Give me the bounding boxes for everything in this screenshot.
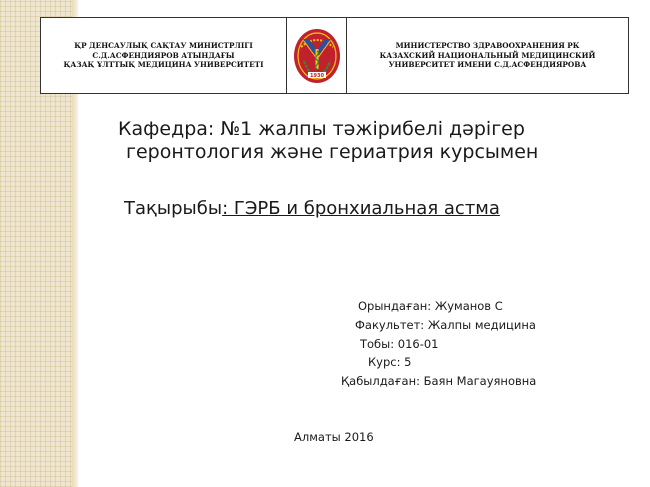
header-kazakh-cell (41, 18, 287, 94)
department-line-1: Кафедра: №1 жалпы тәжірибелі дәрігер (118, 118, 525, 140)
university-header-table (40, 17, 629, 94)
header-kazakh-line: С.Д.АСФЕНДИЯРОВ АТЫНДАҒЫ (92, 50, 235, 60)
group-text: Тобы: 016-01 (360, 337, 439, 351)
header-kazakh-line: ҚАЗАҚ ҰЛТТЫҚ МЕДИЦИНА УНИВЕРСИТЕТІ (63, 60, 264, 70)
faculty-text: Факультет: Жалпы медицина (355, 318, 536, 332)
header-russian-line: МИНИСТЕРСТВО ЗДРАВООХРАНЕНИЯ РК (395, 41, 580, 51)
city-year-text: Алматы 2016 (294, 430, 374, 444)
department-line-2: геронтология және гериатрия курсымен (126, 141, 539, 163)
header-russian-line: УНИВЕРСИТЕТ ИМЕНИ С.Д.АСФЕНДИЯРОВА (388, 60, 587, 70)
header-russian-line: КАЗАХСКИЙ НАЦИОНАЛЬНЫЙ МЕДИЦИНСКИЙ (379, 50, 596, 60)
department-title (118, 118, 588, 164)
header-kazakh-line: ҚР ДЕНСАУЛЫҚ САҚТАУ МИНИСТРЛІГІ (74, 41, 253, 51)
course-text: Курс: 5 (368, 355, 412, 369)
emblem-year-text: 1930 (309, 72, 324, 79)
topic-title (124, 198, 500, 220)
performer-text: Орындаған: Жуманов С (358, 299, 503, 313)
university-emblem-icon (292, 27, 342, 85)
header-logo-cell (287, 18, 347, 94)
topic-value: : ГЭРБ и бронхиальная астма (222, 198, 500, 219)
topic-label: Тақырыбы (124, 198, 223, 219)
accepted-by-text: Қабылдаған: Баян Магауяновна (341, 374, 537, 388)
header-russian-cell (347, 18, 629, 94)
